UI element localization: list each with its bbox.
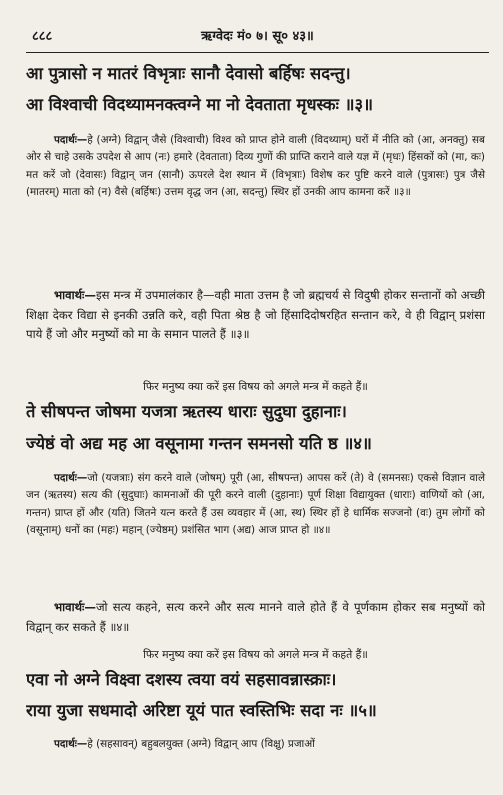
transition-line-2: फिर मनुष्य क्या करें इस विषय को अगले मन्त्र में कहते हैं॥ — [143, 648, 368, 661]
mantra-4-line-2: ज्येष्ठं वो अद्य मह आ वसूनामा गन्तन समनसो यति ष्ठ ॥४॥ — [26, 434, 372, 453]
bhavarth-3-text: इस मन्त्र में उपमालंकार है—वही माता उत्तम है जो ब्रह्मचर्य से विदुषी होकर सन्तानों को अच्छी शिक्षा देकर विद्या से इनकी उन्नति करे, वही पिता श्रेष्ठ है जो हिंसादिदोषरहित सन्तान करे, वे ही विद्वान् प्रशंसा पाये हैं जो और मनुष्यों को मा के समान पालते हैं ॥३॥ — [26, 288, 485, 342]
padarth-3 — [26, 132, 485, 202]
mantra-4-line-1: ते सीषपन्त जोषमा यजत्रा ऋतस्य धाराः सुदुघा दुहानाः। — [26, 402, 347, 421]
padarth-label: पदार्थः— — [54, 738, 88, 750]
padarth-3-text: हे (अग्ने) विद्वान् जैसे (विश्वाची) विश्व को प्राप्त होने वाली (विदथ्याम्) घरों में नीति को (आ, अनक्तु) सब ओर से चाहे उसके उपदेश से आप (नः) हमारे (देवताता) दिव्य गुणों की प्राप्ति कराने वाले यज्ञ में (मृधः) हिंसकों को (मा, कः) मत करें जो (देवासः) विद्वान् जन (सानौ) ऊपरले देश स्थान में (विभृत्राः) विशेष कर पुष्टि करने वाले (पुत्रासः) पुत्र जैसे (मातरम्) माता को (न) वैसे (बर्हिषः) उत्तम वृद्ध जन (आ, सदन्तु) स्थिर हों उनकी आप कामना करें ॥३॥ — [26, 134, 485, 199]
header-rule — [26, 52, 489, 53]
mantra-5-line-2: राया युजा सधमादो अरिष्टा यूयं पात स्वस्तिभिः सदा नः ॥५॥ — [26, 701, 377, 720]
padarth-4-text: जो (यजत्राः) संग करने वाले (जोषम्) पूरी (आ, सीषपन्त) आपस करें (ते) वे (समनसः) एकसे विज्ञान वाले जन (ऋतस्य) सत्य की (सुदुघाः) कामनाओं की पूरी करने वाली (दुहानाः) पूर्ण शिक्षा विद्यायुक्त (धाराः) वाणियों को (आ, गन्तन) प्राप्त हों और (यति) जितने यत्न करते हैं उस व्यवहार में (आ, स्थ) स्थिर हों हे धार्मिक सज्जनो (वः) तुम लोगों को (वसूनाम्) धनों का (महः) महान् (ज्येष्ठम्) प्रशंसित भाग (अद्य) आज प्राप्त हो ॥४॥ — [26, 472, 485, 537]
padarth-5 — [26, 736, 485, 753]
padarth-4 — [26, 470, 485, 540]
padarth-5-text: हे (सहसावन्) बहुबलयुक्त (अग्ने) विद्वान् आप (विक्षु) प्रजाओं — [87, 738, 315, 750]
bhavarth-4-text: जो सत्य कहने, सत्य करने और सत्य मानने वाले होते हैं वे पूर्णकाम होकर सब मनुष्यों को विद्वान् कर सकते हैं ॥४॥ — [26, 600, 485, 634]
transition-line-1: फिर मनुष्य क्या करें इस विषय को अगले मन्त्र में कहते हैं॥ — [143, 380, 368, 393]
page-number: ८८८ — [32, 29, 53, 44]
padarth-label: पदार्थः— — [54, 472, 88, 484]
bhavarth-label: भावार्थः— — [54, 600, 96, 614]
running-header — [30, 26, 485, 46]
padarth-label: पदार्थः— — [54, 134, 88, 146]
mantra-3-line-2: आ विश्वाची विदथ्यामनक्त्वग्ने मा नो देवताता मृधस्कः ॥३॥ — [26, 95, 374, 114]
mantra-5-line-1: एवा नो अग्ने विक्ष्वा दशस्य त्वया वयं सहसावन्नास्क्राः। — [26, 670, 337, 689]
mantra-3-line-1: आ पुत्रासो न मातरं विभृत्राः सानौ देवासो बर्हिषः सदन्तु। — [26, 64, 351, 83]
bhavarth-4 — [26, 598, 485, 637]
running-title: ऋग्वेदः मं० ७। सू० ४३॥ — [201, 29, 314, 44]
bhavarth-3 — [26, 286, 485, 345]
bhavarth-label: भावार्थः— — [54, 288, 96, 302]
